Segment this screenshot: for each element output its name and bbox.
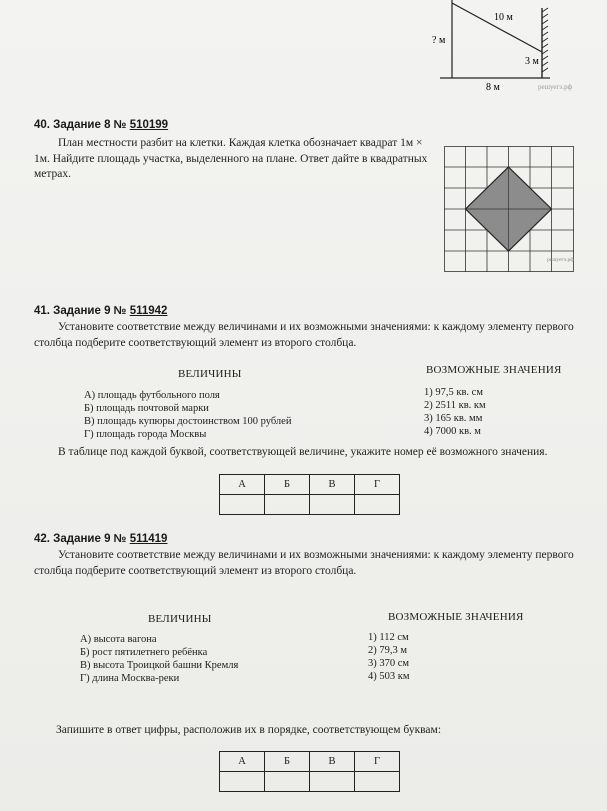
list-item: 3) 370 см [368,658,410,669]
task42-header [34,533,167,545]
task42-answer-table [219,751,400,792]
list-item: Г) длина Москва-реки [80,673,180,684]
list-item: 4) 503 км [368,671,410,682]
figure-wall-hatch [542,8,548,72]
task42-letter-g: Г [355,752,400,772]
task42-letter-v: В [310,752,355,772]
task42-number-link[interactable]: 511419 [129,533,168,545]
task40-number-link[interactable]: 510199 [129,119,169,131]
list-item: В) высота Троицкой башни Кремля [80,660,239,671]
figure-label-right: 3 м [525,56,539,67]
figure-watermark: решуегэ.рф [538,83,573,91]
task41-col2-title: ВОЗМОЖНЫЕ ЗНАЧЕНИЯ [426,364,562,376]
list-item: 2) 2511 кв. км [424,400,486,411]
list-item: А) площадь футбольного поля [84,390,220,401]
task42-letter-b: Б [265,752,310,772]
list-item: 2) 79,3 м [368,645,408,656]
task42-header-prefix: 42. Задание 9 № [34,533,127,545]
task42-values-list [368,631,508,683]
figure-label-hyp: 10 м [494,12,513,23]
list-item: А) высота вагона [80,634,157,645]
figure-hypotenuse [452,3,542,52]
task42-col2-title: ВОЗМОЖНЫЕ ЗНАЧЕНИЯ [388,611,524,623]
list-item: 4) 7000 кв. м [424,426,481,437]
task41-letter-g: Г [355,475,400,495]
task41-text: Установите соответствие между величинами и их возможными значениями: к каждому элементу первого столбца подберите соответствующий элемент из второго столбца. [34,321,574,349]
task42-answer-cell-g[interactable] [355,772,400,792]
list-item: 3) 165 кв. мм [424,413,483,424]
task41-answer-cell-b[interactable] [265,495,310,515]
figure-label-left: ? м [432,35,446,46]
task41-instruction: В таблице под каждой буквой, соответствующей величине, укажите номер её возможного значения. [58,446,548,458]
list-item: 1) 97,5 кв. см [424,387,483,398]
task41-col1-title: ВЕЛИЧИНЫ [178,368,242,380]
task40-grid-plan [444,146,574,272]
task42-quantities-list [80,633,330,685]
task41-quantities-list [84,389,334,441]
task40-watermark: решуегэ.рф [547,257,574,263]
task42-answer-cell-b[interactable] [265,772,310,792]
task41-number-link[interactable]: 511942 [129,305,168,317]
task42-answer-cell-v[interactable] [310,772,355,792]
task41-letter-a: А [220,475,265,495]
list-item: Г) площадь города Москвы [84,429,207,440]
task40-header-prefix: 40. Задание 8 № [34,119,127,131]
list-item: 1) 112 см [368,632,409,643]
task41-header [34,305,167,317]
task41-values-list [424,386,564,438]
list-item: В) площадь купюры достоинством 100 рублей [84,416,292,427]
task40-text: План местности разбит на клетки. Каждая клетка обозначает квадрат 1м × 1м. Найдите площадь участка, выделенного на плане. Ответ дайте в квадратных метрах. [34,137,428,180]
task42-letter-a: А [220,752,265,772]
task41-answer-cell-v[interactable] [310,495,355,515]
task40-header [34,119,168,131]
task42-instruction: Запишите в ответ цифры, расположив их в порядке, соответствующем буквам: [56,724,442,736]
task42-text: Установите соответствие между величинами и их возможными значениями: к каждому элементу первого столбца подберите соответствующий элемент из второго столбца. [34,549,574,577]
task41-answer-table [219,474,400,515]
task41-letter-b: Б [265,475,310,495]
task41-answer-cell-a[interactable] [220,495,265,515]
task41-header-prefix: 41. Задание 9 № [34,305,127,317]
task42-col1-title: ВЕЛИЧИНЫ [148,613,212,625]
list-item: Б) площадь почтовой марки [84,403,209,414]
ladder-figure [420,0,590,95]
list-item: Б) рост пятилетнего ребёнка [80,647,208,658]
figure-label-bottom: 8 м [486,82,500,93]
task42-answer-cell-a[interactable] [220,772,265,792]
task41-answer-cell-g[interactable] [355,495,400,515]
task41-letter-v: В [310,475,355,495]
